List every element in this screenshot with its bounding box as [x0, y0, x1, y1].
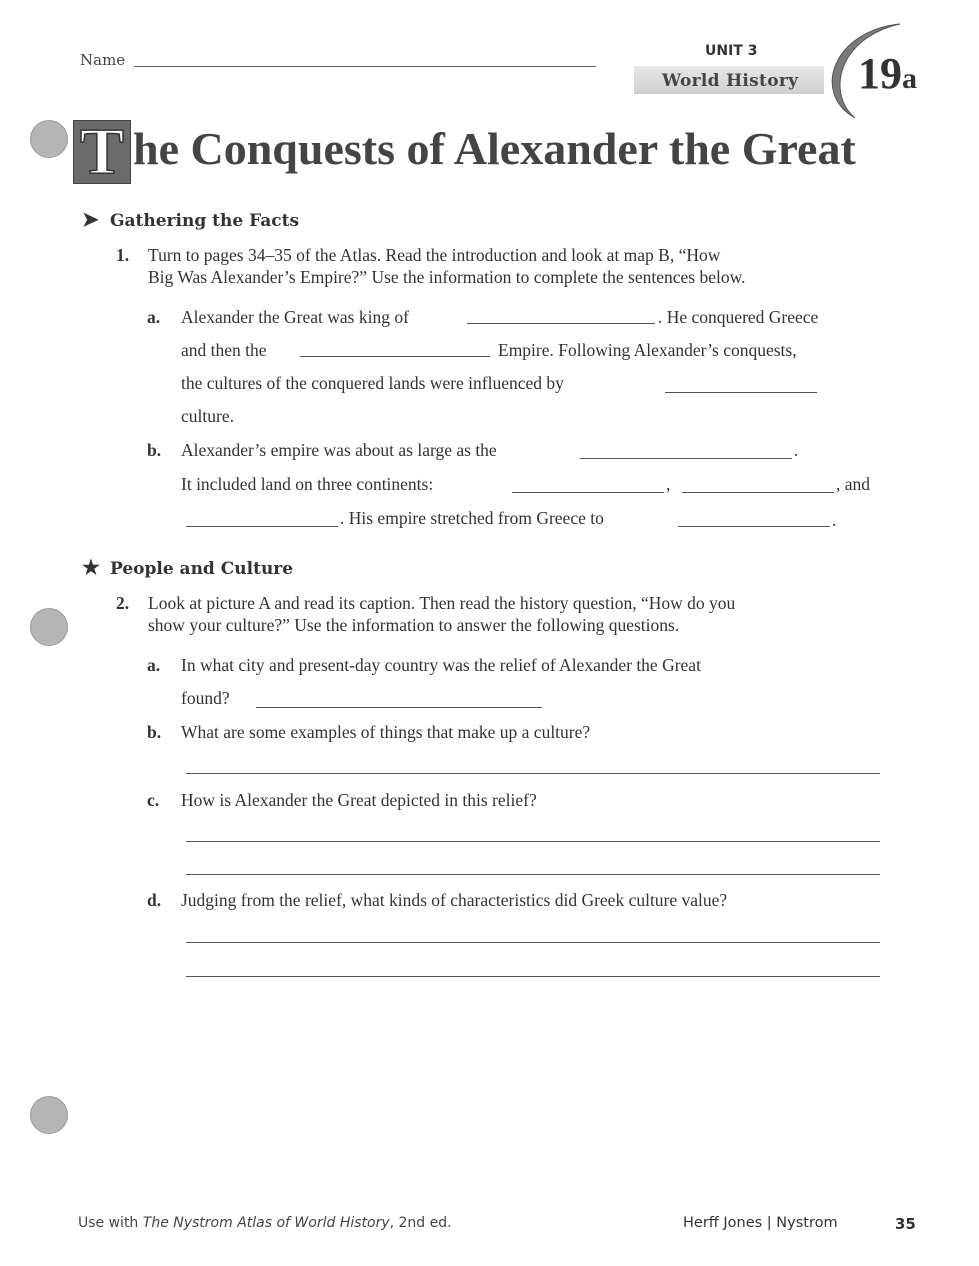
page-title: he Conquests of Alexander the Great	[133, 123, 856, 174]
blank-empire[interactable]	[300, 356, 490, 357]
blank-continent-2[interactable]	[682, 492, 834, 493]
footer-publisher: Herff Jones | Nystrom	[683, 1215, 838, 1231]
answer-line-2d-2[interactable]	[186, 976, 880, 977]
answer-line-2a[interactable]	[256, 707, 542, 708]
question-1b-line1	[147, 439, 497, 461]
binder-hole-top	[30, 120, 68, 158]
answer-line-2b[interactable]	[186, 773, 880, 774]
part-text: ,	[666, 474, 671, 494]
part-text: .	[794, 440, 799, 460]
blank-continent-3[interactable]	[186, 526, 338, 527]
part-letter: d.	[147, 890, 162, 910]
blank-continent-1[interactable]	[512, 492, 664, 493]
part-text: and then the	[181, 340, 267, 360]
question-number: 2.	[116, 593, 130, 613]
answer-line-2d-1[interactable]	[186, 942, 880, 943]
footer-suffix: , 2nd ed.	[389, 1215, 452, 1231]
section-heading-text: Gathering the Facts	[110, 211, 300, 231]
footer-book-title: The Nystrom Atlas of World History	[142, 1215, 390, 1231]
section-heading-gathering-facts	[82, 207, 299, 231]
blank-large-as[interactable]	[580, 458, 792, 459]
lesson-number	[858, 48, 917, 99]
part-text: .	[832, 510, 837, 530]
part-text: Judging from the relief, what kinds of characteristics did Greek culture value?	[181, 890, 728, 910]
name-label: Name	[80, 51, 126, 69]
question-1a-line1	[147, 306, 409, 328]
part-text: How is Alexander the Great depicted in this relief?	[181, 790, 537, 810]
section-heading-people-culture	[82, 555, 293, 579]
question-2-text-line2: show your culture?” Use the information to answer the following questions.	[148, 615, 680, 635]
question-text-line: Look at picture A and read its caption. Then read the history question, “How do you	[148, 593, 736, 613]
blank-king-of[interactable]	[467, 323, 655, 324]
blank-influenced-by[interactable]	[665, 392, 817, 393]
question-2-text	[116, 592, 735, 614]
binder-hole-bottom	[30, 1096, 68, 1134]
star-icon: ★	[82, 555, 100, 579]
blank-stretched-to[interactable]	[678, 526, 830, 527]
part-text: . His empire stretched from Greece to	[340, 508, 604, 528]
footer-prefix: Use with	[78, 1215, 143, 1231]
question-2c-line1	[147, 789, 537, 811]
question-number: 1.	[116, 245, 130, 265]
drop-cap-letter: T	[79, 115, 125, 188]
question-text-line: Turn to pages 34–35 of the Atlas. Read the introduction and look at map B, “How	[148, 245, 721, 265]
part-letter: a.	[147, 655, 161, 675]
part-text: , and	[836, 474, 871, 494]
part-letter: b.	[147, 722, 162, 742]
part-text: Alexander the Great was king of	[181, 307, 409, 327]
lesson-suffix: a	[902, 62, 917, 95]
answer-line-2c-2[interactable]	[186, 874, 880, 875]
lesson-number-digits: 19	[858, 49, 902, 98]
question-1-text-line2: Big Was Alexander’s Empire?” Use the information to complete the sentences below.	[148, 267, 746, 287]
question-2b-line1	[147, 721, 590, 743]
footer-attribution	[78, 1215, 452, 1231]
question-1-text	[116, 244, 720, 266]
part-text: What are some examples of things that make up a culture?	[181, 722, 591, 742]
part-text: Empire. Following Alexander’s conquests,	[498, 340, 797, 360]
part-letter: b.	[147, 440, 162, 460]
binder-hole-middle	[30, 608, 68, 646]
part-letter: a.	[147, 307, 161, 327]
part-text: In what city and present-day country was the relief of Alexander the Great	[181, 655, 701, 675]
part-text: Alexander’s empire was about as large as the	[181, 440, 497, 460]
part-letter: c.	[147, 790, 160, 810]
subject-label: World History	[662, 71, 799, 91]
part-text: It included land on three continents:	[181, 474, 434, 494]
page-number: 35	[895, 1215, 916, 1233]
name-field[interactable]	[134, 66, 596, 67]
question-2a-line1	[147, 654, 701, 676]
part-text: the cultures of the conquered lands were influenced by	[181, 373, 564, 393]
question-2d-line1	[147, 889, 727, 911]
answer-line-2c-1[interactable]	[186, 841, 880, 842]
section-heading-text: People and Culture	[110, 559, 294, 579]
part-text: culture.	[181, 406, 234, 426]
unit-label: UNIT 3	[705, 43, 758, 59]
arrow-icon: ➤	[82, 207, 99, 231]
part-text: . He conquered Greece	[658, 307, 819, 327]
part-text: found?	[181, 688, 230, 708]
